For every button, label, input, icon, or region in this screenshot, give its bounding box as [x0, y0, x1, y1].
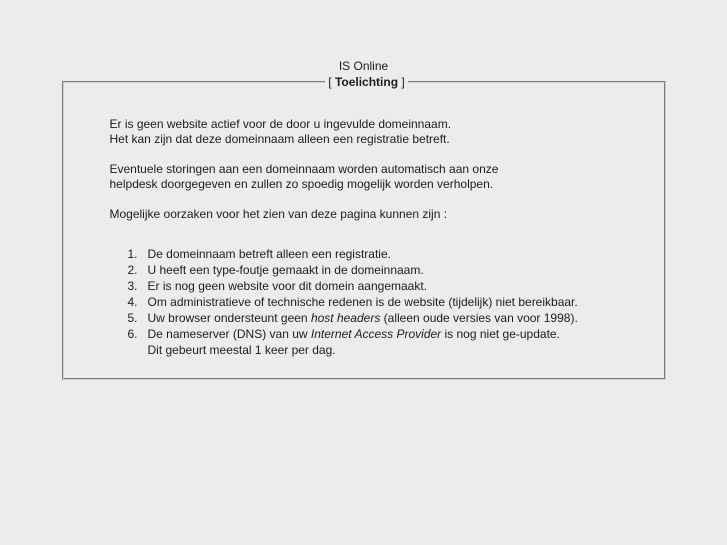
causes-list	[128, 246, 624, 358]
list-item-continuation: Dit gebeurt meestal 1 keer per dag.	[147, 343, 336, 357]
list-item-number: 3.	[127, 279, 138, 293]
list-item-number: 2.	[127, 263, 138, 277]
italic-term: host headers	[310, 311, 381, 325]
list-item-number: 5.	[127, 311, 138, 325]
list-item-text: Er is nog geen website voor dit domein aangemaakt.	[147, 279, 427, 293]
list-item	[128, 246, 624, 262]
list-item-number: 6.	[127, 327, 138, 341]
intro-paragraph	[110, 117, 624, 147]
list-item-text	[148, 310, 624, 326]
page-title: IS Online	[338, 59, 389, 73]
legend-close-bracket: ]	[398, 75, 405, 89]
list-item-text	[148, 326, 624, 358]
paragraph-line: Eventuele storingen aan een domeinnaam worden automatisch aan onze	[109, 162, 499, 176]
paragraph-line: Er is geen website actief voor de door u ingevulde domeinnaam.	[109, 117, 452, 131]
list-item	[128, 278, 624, 294]
list-item-number: 4.	[127, 295, 138, 309]
legend-label: Toelichting	[334, 75, 399, 89]
fieldset-legend	[325, 75, 407, 89]
list-item-text-prefix: De nameserver (DNS) van uw	[147, 327, 311, 341]
list-item-text-suffix: (alleen oude versies van voor 1998).	[380, 311, 578, 325]
list-item-text-suffix: is nog niet ge-update.	[441, 327, 560, 341]
explanation-fieldset	[62, 75, 666, 380]
list-item	[128, 326, 624, 358]
paragraph-line: Mogelijke oorzaken voor het zien van deze pagina kunnen zijn :	[109, 207, 448, 221]
list-item-number: 1.	[127, 247, 138, 261]
paragraph-line: Het kan zijn dat deze domeinnaam alleen een registratie betreft.	[109, 132, 450, 146]
list-item-text: U heeft een type-foutje gemaakt in de domeinnaam.	[147, 263, 424, 277]
legend-open-bracket: [	[328, 75, 335, 89]
causes-heading	[110, 207, 624, 222]
paragraph-line: helpdesk doorgegeven en zullen zo spoedig mogelijk worden verholpen.	[109, 177, 494, 191]
list-item	[128, 262, 624, 278]
list-item-text: De domeinnaam betreft alleen een registratie.	[147, 247, 391, 261]
list-item	[128, 310, 624, 326]
list-item-text-prefix: Uw browser ondersteunt geen	[147, 311, 311, 325]
italic-term: Internet Access Provider	[310, 327, 442, 341]
outage-paragraph	[110, 162, 624, 192]
list-item	[128, 294, 624, 310]
list-item-text: Om administratieve of technische redenen is de website (tijdelijk) niet bereikbaar.	[147, 295, 578, 309]
